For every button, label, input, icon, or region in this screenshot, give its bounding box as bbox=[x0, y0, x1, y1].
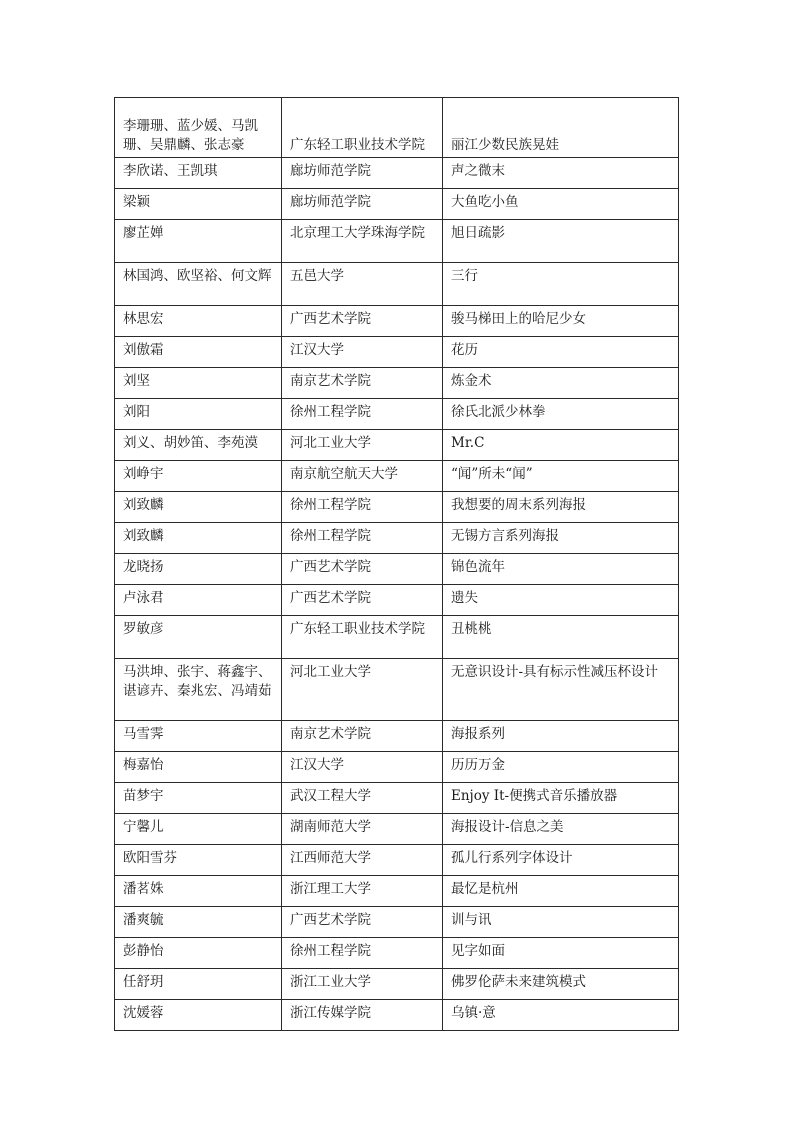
work-title-cell: 三行 bbox=[443, 263, 679, 306]
winner-names-cell: 廖芷婵 bbox=[115, 220, 282, 263]
winner-names-cell: 马雪霁 bbox=[115, 721, 282, 752]
table-row bbox=[115, 616, 679, 659]
winner-names-cell: 沈媛蓉 bbox=[115, 1000, 282, 1031]
work-title-cell: Mr.C bbox=[443, 430, 679, 461]
table-row bbox=[115, 969, 679, 1000]
winner-names-cell: 龙晓扬 bbox=[115, 554, 282, 585]
table-row bbox=[115, 337, 679, 368]
winner-names-cell: 彭静怡 bbox=[115, 938, 282, 969]
winner-names-cell: 马洪坤、张宇、蒋鑫宇、谌谚卉、秦兆宏、冯靖茹 bbox=[115, 659, 282, 721]
school-cell: 浙江传媒学院 bbox=[282, 1000, 443, 1031]
winner-names-cell: 刘傲霜 bbox=[115, 337, 282, 368]
school-cell: 五邑大学 bbox=[282, 263, 443, 306]
winner-names-cell: 刘义、胡妙笛、李苑漠 bbox=[115, 430, 282, 461]
school-cell: 徐州工程学院 bbox=[282, 938, 443, 969]
table-row bbox=[115, 876, 679, 907]
table-row bbox=[115, 814, 679, 845]
work-title-cell: 历历万金 bbox=[443, 752, 679, 783]
school-cell: 广东轻工职业技术学院 bbox=[282, 616, 443, 659]
table-row bbox=[115, 306, 679, 337]
school-cell: 江汉大学 bbox=[282, 337, 443, 368]
work-title-cell: 见字如面 bbox=[443, 938, 679, 969]
table-row bbox=[115, 98, 679, 158]
winner-names-cell: 林思宏 bbox=[115, 306, 282, 337]
work-title-cell: 乌镇·意 bbox=[443, 1000, 679, 1031]
winners-table bbox=[114, 97, 679, 1031]
school-cell: 江汉大学 bbox=[282, 752, 443, 783]
table-row bbox=[115, 492, 679, 523]
work-title-cell: 骏马梯田上的哈尼少女 bbox=[443, 306, 679, 337]
work-title-cell: 训与讯 bbox=[443, 907, 679, 938]
table-row bbox=[115, 554, 679, 585]
table-row bbox=[115, 263, 679, 306]
winner-names-cell: 林国鸿、欧坚裕、何文辉 bbox=[115, 263, 282, 306]
work-title-cell: Enjoy It-便携式音乐播放器 bbox=[443, 783, 679, 814]
school-cell: 徐州工程学院 bbox=[282, 492, 443, 523]
work-title-cell: 大鱼吃小鱼 bbox=[443, 189, 679, 220]
school-cell: 南京艺术学院 bbox=[282, 368, 443, 399]
school-cell: 湖南师范大学 bbox=[282, 814, 443, 845]
table-row bbox=[115, 220, 679, 263]
winner-names-cell: 潘茗姝 bbox=[115, 876, 282, 907]
winner-names-cell: 刘致麟 bbox=[115, 523, 282, 554]
work-title-cell: 丑桃桃 bbox=[443, 616, 679, 659]
work-title-cell: 海报系列 bbox=[443, 721, 679, 752]
winner-names-cell: 刘坚 bbox=[115, 368, 282, 399]
work-title-cell: 佛罗伦萨未来建筑模式 bbox=[443, 969, 679, 1000]
winner-names-cell: 宁馨儿 bbox=[115, 814, 282, 845]
table-row bbox=[115, 461, 679, 492]
work-title-cell: 旭日疏影 bbox=[443, 220, 679, 263]
work-title-cell: 花历 bbox=[443, 337, 679, 368]
work-title-cell: 锦色流年 bbox=[443, 554, 679, 585]
work-title-cell: 孤儿行系列字体设计 bbox=[443, 845, 679, 876]
table-row bbox=[115, 783, 679, 814]
school-cell: 浙江理工大学 bbox=[282, 876, 443, 907]
table-row bbox=[115, 368, 679, 399]
school-cell: 南京艺术学院 bbox=[282, 721, 443, 752]
table-row bbox=[115, 938, 679, 969]
work-title-cell: 无意识设计-具有标示性减压杯设计 bbox=[443, 659, 679, 721]
table-row bbox=[115, 523, 679, 554]
school-cell: 河北工业大学 bbox=[282, 659, 443, 721]
winner-names-cell: 梁颖 bbox=[115, 189, 282, 220]
winners-table-body bbox=[115, 98, 679, 1031]
winner-names-cell: 梅嘉怡 bbox=[115, 752, 282, 783]
winner-names-cell: 李珊珊、蓝少媛、马凯珊、吴鼎麟、张志豪 bbox=[115, 98, 282, 158]
school-cell: 广东轻工职业技术学院 bbox=[282, 98, 443, 158]
work-title-cell: 海报设计-信息之美 bbox=[443, 814, 679, 845]
school-cell: 广西艺术学院 bbox=[282, 306, 443, 337]
school-cell: 廊坊师范学院 bbox=[282, 189, 443, 220]
table-row bbox=[115, 585, 679, 616]
winner-names-cell: 欧阳雪芬 bbox=[115, 845, 282, 876]
work-title-cell: 遗失 bbox=[443, 585, 679, 616]
table-row bbox=[115, 752, 679, 783]
table-row bbox=[115, 845, 679, 876]
table-row bbox=[115, 399, 679, 430]
school-cell: 河北工业大学 bbox=[282, 430, 443, 461]
table-row bbox=[115, 907, 679, 938]
work-title-cell: 徐氏北派少林拳 bbox=[443, 399, 679, 430]
table-row bbox=[115, 430, 679, 461]
winner-names-cell: 罗敏彦 bbox=[115, 616, 282, 659]
school-cell: 武汉工程大学 bbox=[282, 783, 443, 814]
winner-names-cell: 刘致麟 bbox=[115, 492, 282, 523]
school-cell: 广西艺术学院 bbox=[282, 554, 443, 585]
winner-names-cell: 卢泳君 bbox=[115, 585, 282, 616]
table-row bbox=[115, 158, 679, 189]
school-cell: 徐州工程学院 bbox=[282, 523, 443, 554]
school-cell: 徐州工程学院 bbox=[282, 399, 443, 430]
school-cell: 江西师范大学 bbox=[282, 845, 443, 876]
winner-names-cell: 刘峥宇 bbox=[115, 461, 282, 492]
school-cell: 北京理工大学珠海学院 bbox=[282, 220, 443, 263]
winner-names-cell: 潘爽毓 bbox=[115, 907, 282, 938]
work-title-cell: 最忆是杭州 bbox=[443, 876, 679, 907]
work-title-cell: “闻”所未“闻” bbox=[443, 461, 679, 492]
school-cell: 廊坊师范学院 bbox=[282, 158, 443, 189]
winner-names-cell: 李欣诺、王凯琪 bbox=[115, 158, 282, 189]
work-title-cell: 丽江少数民族晃娃 bbox=[443, 98, 679, 158]
winner-names-cell: 刘阳 bbox=[115, 399, 282, 430]
work-title-cell: 无锡方言系列海报 bbox=[443, 523, 679, 554]
table-row bbox=[115, 1000, 679, 1031]
table-row bbox=[115, 659, 679, 721]
table-row bbox=[115, 721, 679, 752]
table-row bbox=[115, 189, 679, 220]
school-cell: 广西艺术学院 bbox=[282, 907, 443, 938]
work-title-cell: 炼金术 bbox=[443, 368, 679, 399]
school-cell: 广西艺术学院 bbox=[282, 585, 443, 616]
work-title-cell: 我想要的周末系列海报 bbox=[443, 492, 679, 523]
school-cell: 浙江工业大学 bbox=[282, 969, 443, 1000]
winner-names-cell: 苗梦宇 bbox=[115, 783, 282, 814]
school-cell: 南京航空航天大学 bbox=[282, 461, 443, 492]
work-title-cell: 声之微末 bbox=[443, 158, 679, 189]
winner-names-cell: 任舒玥 bbox=[115, 969, 282, 1000]
